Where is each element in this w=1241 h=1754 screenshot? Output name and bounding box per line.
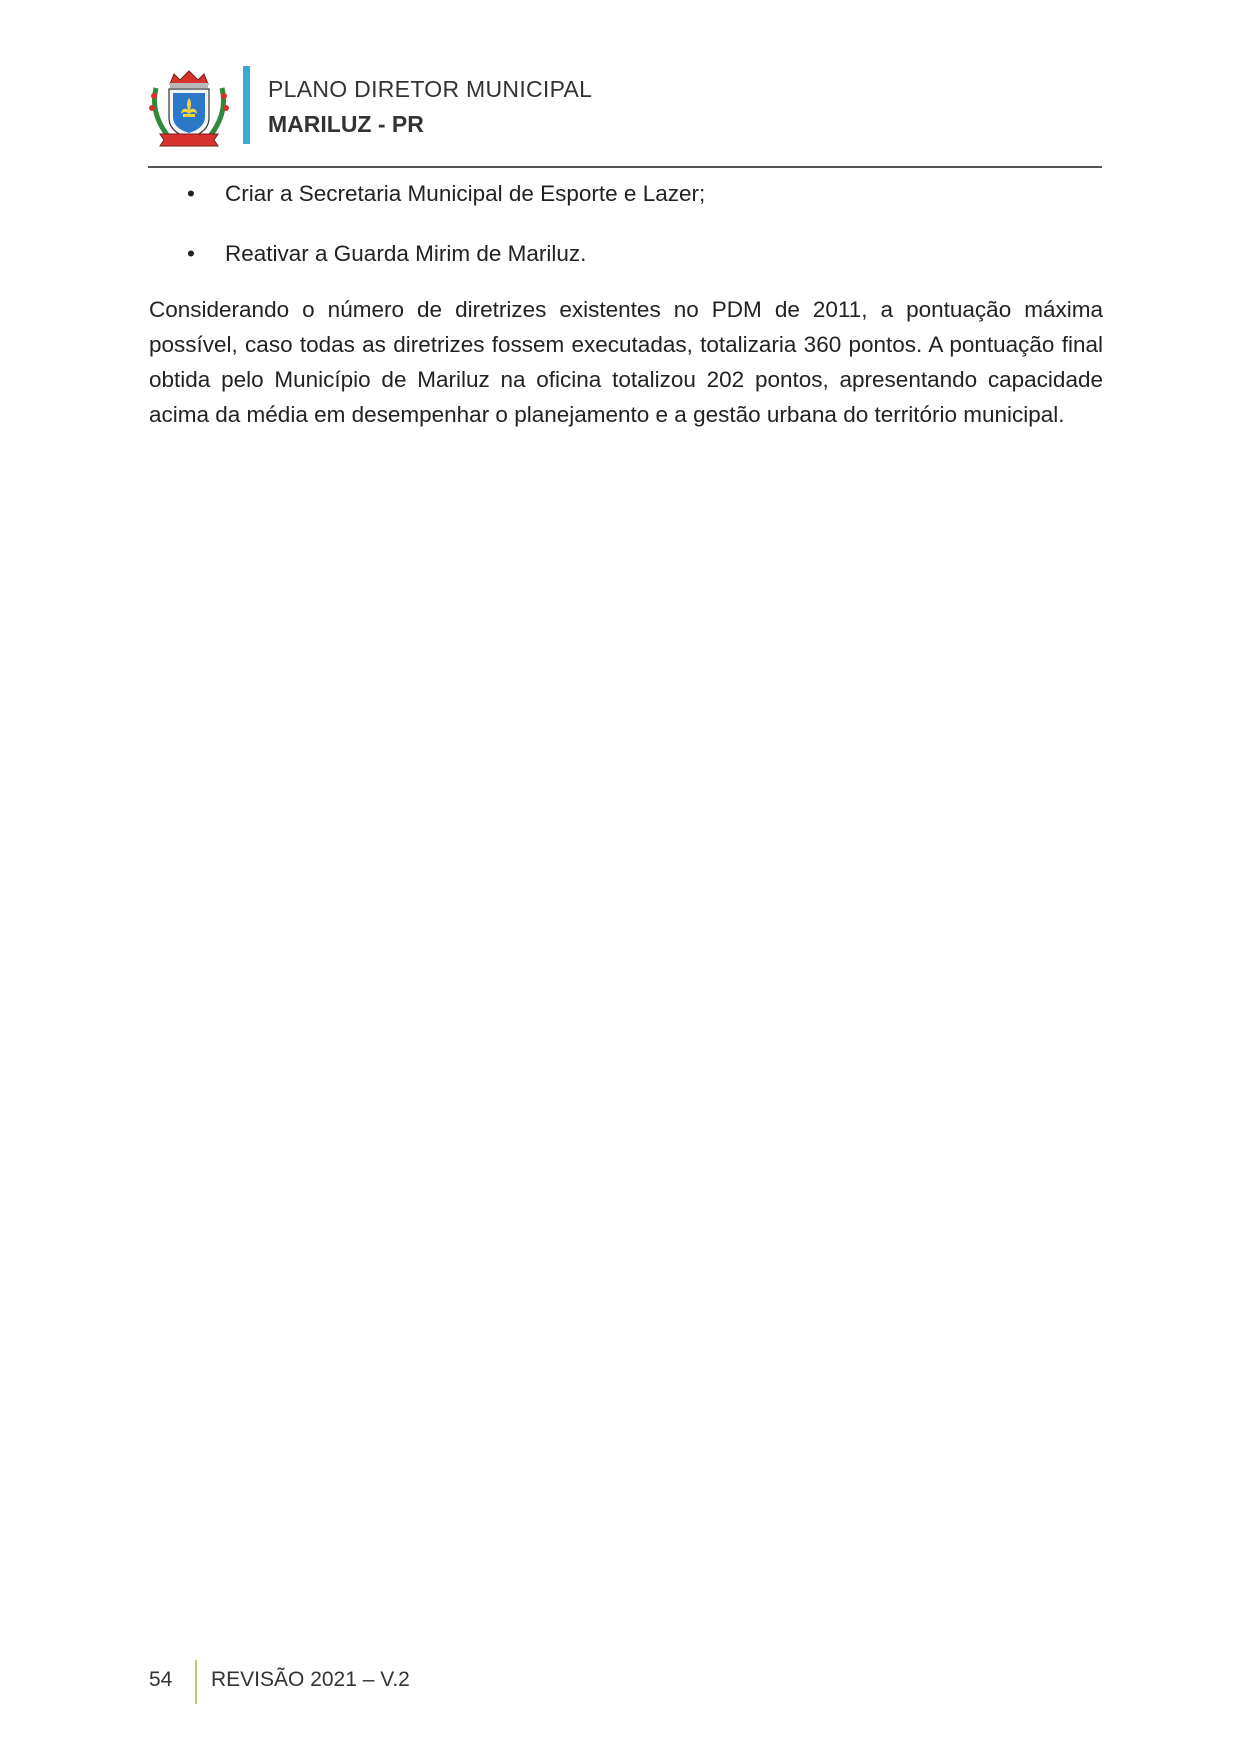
page-header	[148, 62, 1102, 167]
header-accent-bar	[243, 66, 250, 144]
page-number: 54	[149, 1668, 173, 1691]
list-item-text: Reativar a Guarda Mirim de Mariluz.	[225, 241, 587, 266]
bullet-icon: •	[187, 241, 195, 266]
body-paragraph: Considerando o número de diretrizes existentes no PDM de 2011, a pontuação máxima possível, caso todas as diretrizes fossem executadas, totalizaria 360 pontos. A pontuação final obtida pelo Município de Mariluz na oficina totalizou 202 pontos, apresentando capacidade acima da média em desempenhar o planejamento e a gestão urbana do território municipal.	[149, 297, 1103, 427]
list-item-text: Criar a Secretaria Municipal de Esporte e Lazer;	[225, 181, 706, 206]
footer-separator	[195, 1660, 197, 1704]
header-divider	[148, 166, 1102, 168]
document-title: PLANO DIRETOR MUNICIPAL	[268, 76, 593, 102]
revision-label: REVISÃO 2021 – V.2	[211, 1668, 410, 1691]
bullet-icon: •	[187, 181, 195, 206]
list-item	[149, 232, 1103, 276]
document-subtitle: MARILUZ - PR	[268, 111, 424, 137]
list-item	[149, 172, 1103, 216]
municipal-crest-icon	[148, 68, 230, 150]
page-body	[149, 172, 1103, 432]
